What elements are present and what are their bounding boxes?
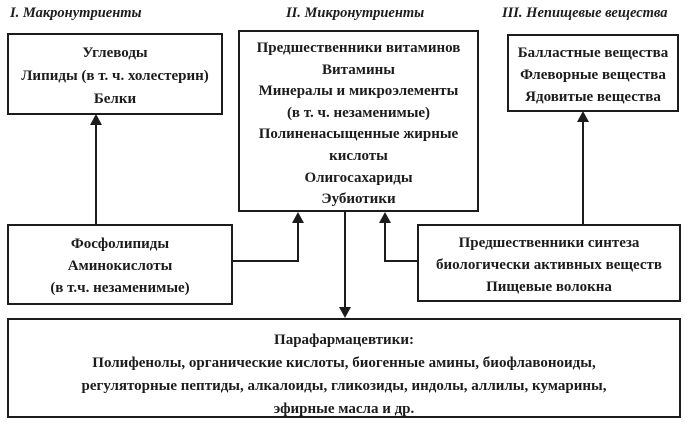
phospholipids-line: Фосфолипиды xyxy=(70,236,170,252)
arrow-phospholipids-to-macro-line xyxy=(95,124,97,224)
arrow-up-icon xyxy=(90,114,102,125)
macro-line: Углеводы xyxy=(82,45,148,61)
box-micronutrients xyxy=(238,30,479,212)
micro-line: Витамины xyxy=(322,61,395,78)
micro-line: Полиненасыщенные жирные xyxy=(258,126,459,143)
micro-line: (в т. ч. незаменимые) xyxy=(286,104,431,121)
micro-line: Предшественники витаминов xyxy=(256,40,461,56)
arrow-down-icon xyxy=(339,307,351,318)
micro-line: Олигосахариды xyxy=(304,169,413,186)
macro-line: Белки xyxy=(93,91,137,107)
micro-line: кислоты xyxy=(329,147,388,164)
section-header-nonfood: III. Непищевые вещества xyxy=(502,5,668,21)
precursors-line: Предшественники синтеза xyxy=(458,235,640,251)
box-synthesis-precursors xyxy=(417,224,681,302)
box-nonfood-substances xyxy=(507,34,679,112)
parapharma-line: эфирные масла и др. xyxy=(273,401,415,417)
connector-phospholipids-to-micro-vline xyxy=(297,222,299,262)
section-header-macronutrients: I. Макронутриенты xyxy=(10,5,142,21)
arrow-up-icon xyxy=(379,212,391,223)
nonfood-line: Балластные вещества xyxy=(517,45,669,61)
micro-line: Эубиотики xyxy=(321,191,396,208)
precursors-line: Пищевые волокна xyxy=(486,279,612,295)
parapharma-line: регуляторные пептиды, алкалоиды, гликозиды, индолы, аллилы, кумарины, xyxy=(81,378,607,394)
box-parapharmaceuticals xyxy=(7,318,681,418)
arrow-up-icon xyxy=(577,111,589,122)
phospholipids-line: (в т.ч. незаменимые) xyxy=(50,280,190,296)
macro-line: Липиды (в т. ч. холестерин) xyxy=(21,68,209,84)
micro-line: Минералы и микроэлементы xyxy=(258,83,459,100)
parapharma-line: Парафармацевтики: xyxy=(274,332,414,348)
precursors-line: биологически активных веществ xyxy=(435,257,663,273)
nonfood-line: Флеворные вещества xyxy=(520,67,666,83)
connector-precursors-to-micro-hline xyxy=(385,260,417,262)
nonfood-line: Ядовитые вещества xyxy=(525,89,661,105)
phospholipids-line: Аминокислоты xyxy=(67,258,173,274)
arrow-micro-to-parapharma-line xyxy=(344,212,346,308)
box-macronutrients xyxy=(7,33,223,115)
section-header-micronutrients: II. Микронутриенты xyxy=(286,5,425,21)
arrow-precursors-to-nonfood-line xyxy=(582,121,584,224)
connector-precursors-to-micro-vline xyxy=(384,222,386,262)
box-phospholipids-aminoacids xyxy=(7,224,233,305)
parapharma-line: Полифенолы, органические кислоты, биогенные амины, биофлавоноиды, xyxy=(92,355,596,371)
arrow-up-icon xyxy=(292,212,304,223)
connector-phospholipids-to-micro-hline xyxy=(233,260,299,262)
